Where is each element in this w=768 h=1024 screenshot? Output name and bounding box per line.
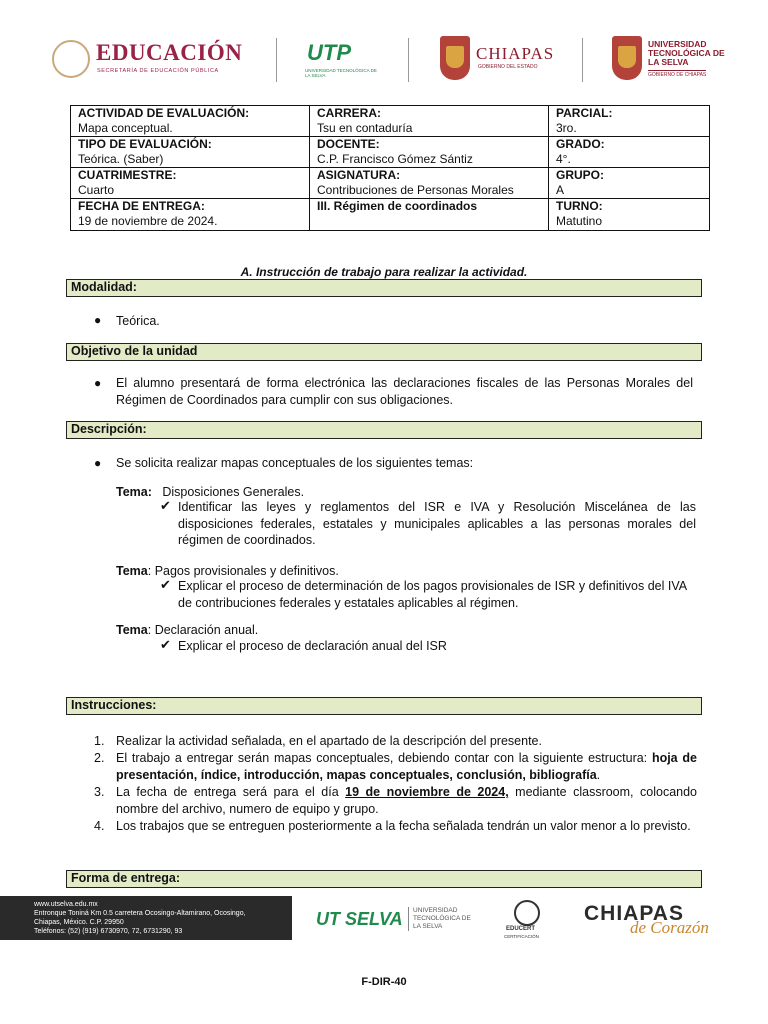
actividad-label: ACTIVIDAD DE EVALUACIÓN:	[78, 106, 250, 120]
list-number: 4.	[94, 819, 105, 833]
cuatrimestre-value: Cuarto	[78, 183, 115, 197]
chiapas-logo	[440, 36, 560, 84]
utp-logo	[305, 40, 377, 80]
grado-value: 4°.	[556, 152, 571, 166]
tema-word: Tema	[116, 485, 148, 499]
estructura-bold: hoja de presentación, índice, introducción, mapas conceptuales, conclusión, bibliografía	[116, 751, 697, 782]
modalidad-header: Modalidad:	[66, 279, 702, 297]
universidad-logo-title: UNIVERSIDAD TECNOLÓGICA DE LA SELVA	[648, 39, 725, 67]
universidad-logo-subtitle: GOBIERNO DE CHIAPAS	[648, 72, 707, 78]
descripcion-intro: Se solicita realizar mapas conceptuales de los siguientes temas:	[116, 456, 474, 470]
list-number: 2.	[94, 751, 105, 765]
tipo-label: TIPO DE EVALUACIÓN:	[78, 137, 212, 151]
instruccion-4: Los trabajos que se entreguen posteriormente a la fecha señalada tendrán un valor menor a lo previsto.	[116, 819, 691, 833]
logo-divider	[408, 38, 409, 82]
instruccion-2: El trabajo a entregar serán mapas conceptuales, debiendo contar con la siguiente estructura: hoja de presentación, índice, introducción, mapas conceptuales, conclusión, bibliografía.	[116, 751, 697, 782]
asignatura-value: Contribuciones de Personas Morales	[317, 183, 514, 197]
tema-1-title: Disposiciones Generales.	[162, 485, 305, 499]
instrucciones-header: Instrucciones:	[66, 697, 702, 715]
chiapas-shield-icon	[440, 36, 470, 80]
cert-name: EDUCERT	[506, 926, 536, 932]
tema-3-title: Declaración anual.	[154, 623, 259, 637]
universidad-shield-icon	[612, 36, 642, 80]
fecha-label: FECHA DE ENTREGA:	[78, 199, 205, 213]
table-row	[71, 106, 710, 137]
logo-divider	[582, 38, 583, 82]
educacion-title: EDUCACIÓN	[96, 40, 243, 65]
instruccion-3: La fecha de entrega será para el día 19 de noviembre de 2024, mediante classroom, colocando nombre del archivo, numero de equipo y grupo.	[116, 785, 697, 816]
certification-seal-icon	[514, 900, 540, 926]
grupo-value: A	[556, 183, 565, 197]
objetivo-item: El alumno presentará de forma electrónica las declaraciones fiscales de las Personas Morales del Régimen de Coordinados para cumplir con sus obligaciones.	[116, 376, 693, 407]
parcial-value: 3ro.	[556, 121, 577, 135]
bullet-icon: ●	[94, 376, 102, 390]
utp-logo-text: UTP	[307, 40, 351, 65]
turno-label: TURNO:	[556, 199, 603, 213]
activity-info-table	[70, 105, 710, 231]
utp-logo-subtitle: UNIVERSIDAD TECNOLÓGICA DE LA SELVA	[305, 68, 377, 78]
chiapas-logo-subtitle: GOBIERNO DEL ESTADO	[478, 64, 538, 70]
carrera-value: Tsu en contaduría	[317, 121, 413, 135]
footer-contact-block	[0, 896, 292, 940]
tema-2-title: Pagos provisionales y definitivos.	[154, 564, 339, 578]
grado-label: GRADO:	[556, 137, 605, 151]
modalidad-item: Teórica.	[116, 314, 160, 328]
universidad-logo	[612, 36, 725, 84]
turno-value: Matutino	[556, 214, 603, 228]
tema-2: Tema: Pagos provisionales y definitivos.	[116, 564, 339, 578]
tema-word: Tema	[116, 564, 148, 578]
mexico-seal-icon	[52, 40, 90, 78]
educacion-logo	[52, 38, 252, 82]
footer-website: www.utselva.edu.mx	[34, 901, 98, 908]
utselva-logo-text: UT SELVA	[316, 909, 403, 929]
grupo-label: GRUPO:	[556, 168, 604, 182]
cert-sub: CERTIFICACIÓN	[504, 934, 539, 939]
cuatrimestre-label: CUATRIMESTRE:	[78, 168, 177, 182]
descripcion-header: Descripción:	[66, 421, 702, 439]
checkmark-icon: ✔	[160, 637, 171, 652]
docente-value: C.P. Francisco Gómez Sántiz	[317, 152, 473, 166]
bullet-icon: ●	[94, 456, 102, 470]
document-code: F-DIR-40	[361, 976, 407, 988]
forma-entrega-header: Forma de entrega:	[66, 870, 702, 888]
chiapas-corazon-logo	[584, 902, 734, 940]
checkmark-icon: ✔	[160, 577, 171, 592]
checkmark-icon: ✔	[160, 498, 171, 513]
table-row	[71, 168, 710, 199]
bullet-icon: ●	[94, 313, 102, 327]
footer-utselva-logo	[316, 903, 471, 937]
tema-word: Tema	[116, 623, 148, 637]
asignatura-label: ASIGNATURA:	[317, 168, 401, 182]
tema-3: Tema: Declaración anual.	[116, 623, 259, 637]
section-title: A. Instrucción de trabajo para realizar la actividad.	[240, 265, 528, 279]
tema-2-check: Explicar el proceso de determinación de los pagos provisionales de ISR y definitivos del IVA de contribuciones federales y estatales aplicables al régimen.	[178, 579, 687, 610]
tema-1: Tema: Disposiciones Generales.	[116, 485, 305, 499]
table-row	[71, 137, 710, 168]
carrera-label: CARRERA:	[317, 106, 381, 120]
footer-address-2: Chiapas, México. C.P. 29950	[34, 919, 124, 926]
table-row	[71, 199, 710, 231]
corazon-word: de Corazón	[630, 918, 709, 937]
actividad-value: Mapa conceptual.	[78, 121, 173, 135]
footer-phones: Teléfonos: (52) (919) 6730970, 72, 6731290, 93	[34, 928, 183, 935]
fecha-value: 19 de noviembre de 2024.	[78, 214, 218, 228]
utselva-logo-name: UNIVERSIDAD TECNOLÓGICA DE LA SELVA	[408, 907, 471, 931]
docente-label: DOCENTE:	[317, 137, 380, 151]
logo-divider	[276, 38, 277, 82]
chiapas-logo-title: CHIAPAS	[476, 44, 555, 63]
chiapas-word: CHIAPAS	[584, 902, 684, 925]
regimen-label: III. Régimen de coordinados	[317, 199, 478, 213]
parcial-label: PARCIAL:	[556, 106, 613, 120]
fecha-bold: 19 de noviembre de 2024,	[345, 785, 509, 799]
list-number: 1.	[94, 734, 105, 748]
tema-3-check: Explicar el proceso de declaración anual del ISR	[178, 639, 447, 653]
educacion-subtitle: SECRETARÍA DE EDUCACIÓN PÚBLICA	[97, 68, 219, 74]
footer-address-1: Entronque Toniná Km 0.5 carretera Ocosingo-Altamirano, Ocosingo,	[34, 910, 246, 917]
tema-1-check: Identificar las leyes y reglamentos del ISR e IVA y Resolución Miscelánea de las disposiciones federales, estatales y municipales aplicables a las personas morales del régimen de coordinados.	[178, 500, 696, 547]
instruccion-1: Realizar la actividad señalada, en el apartado de la descripción del presente.	[116, 734, 542, 748]
tipo-value: Teórica. (Saber)	[78, 152, 164, 166]
list-number: 3.	[94, 785, 105, 799]
objetivo-header: Objetivo de la unidad	[66, 343, 702, 361]
certification-logo	[498, 898, 558, 940]
